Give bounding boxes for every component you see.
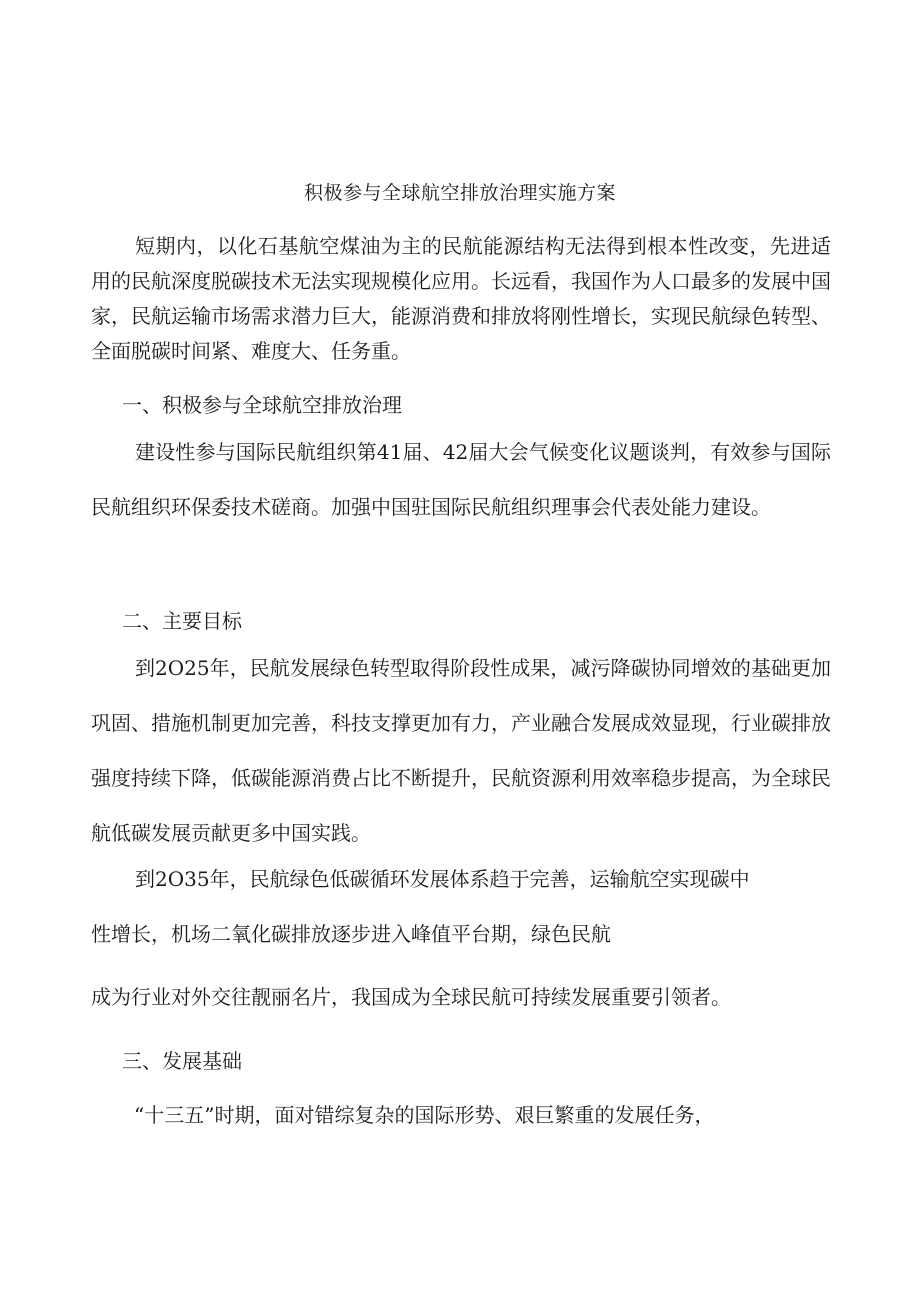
section-3-paragraph-start: “十三五”时期，面对错综复杂的国际形势、艰巨繁重的发展任务， bbox=[134, 1103, 715, 1127]
section-2-paragraph-2-line-2: 性增长，机场二氧化碳排放逐步进入峰值平台期，绿色民航 bbox=[91, 922, 611, 946]
section-2-paragraph-2-line-3: 成为行业对外交往靓丽名片，我国成为全球民航可持续发展重要引领者。 bbox=[91, 985, 731, 1009]
section-1-paragraph: 建设性参与国际民航组织第41届、42届大会气候变化议题谈判，有效参与国际民航组织环保委技术磋商。加强中国驻国际民航组织理事会代表处能力建设。 bbox=[91, 440, 831, 519]
intro-paragraph: 短期内，以化石基航空煤油为主的民航能源结构无法得到根本性改变，先进适用的民航深度脱碳技术无法实现规模化应用。长远看，我国作为人口最多的发展中国家，民航运输市场需求潜力巨大，能源消费和排放将刚性增长，实现民航绿色转型、全面脱碳时间紧、难度大、任务重。 bbox=[91, 234, 831, 363]
section-2-heading: 二、主要目标 bbox=[122, 609, 242, 633]
section-1-heading: 一、积极参与全球航空排放治理 bbox=[122, 393, 402, 417]
document-title: 积极参与全球航空排放治理实施方案 bbox=[303, 182, 616, 204]
section-2-paragraph-1: 到2O25年，民航发展绿色转型取得阶段性成果，减污降碳协同增效的基础更加巩固、措施机制更加完善，科技支撑更加有力，产业融合发展成效显现，行业碳排放强度持续下降，低碳能源消费占比不断提升，民航资源利用效率稳步提高，为全球民航低碳发展贡献更多中国实践。 bbox=[91, 656, 831, 845]
section-2-paragraph-2-line-1: 到2O35年，民航绿色低碳循环发展体系趋于完善，运输航空实现碳中 bbox=[135, 867, 750, 891]
section-3-heading: 三、发展基础 bbox=[122, 1049, 242, 1073]
